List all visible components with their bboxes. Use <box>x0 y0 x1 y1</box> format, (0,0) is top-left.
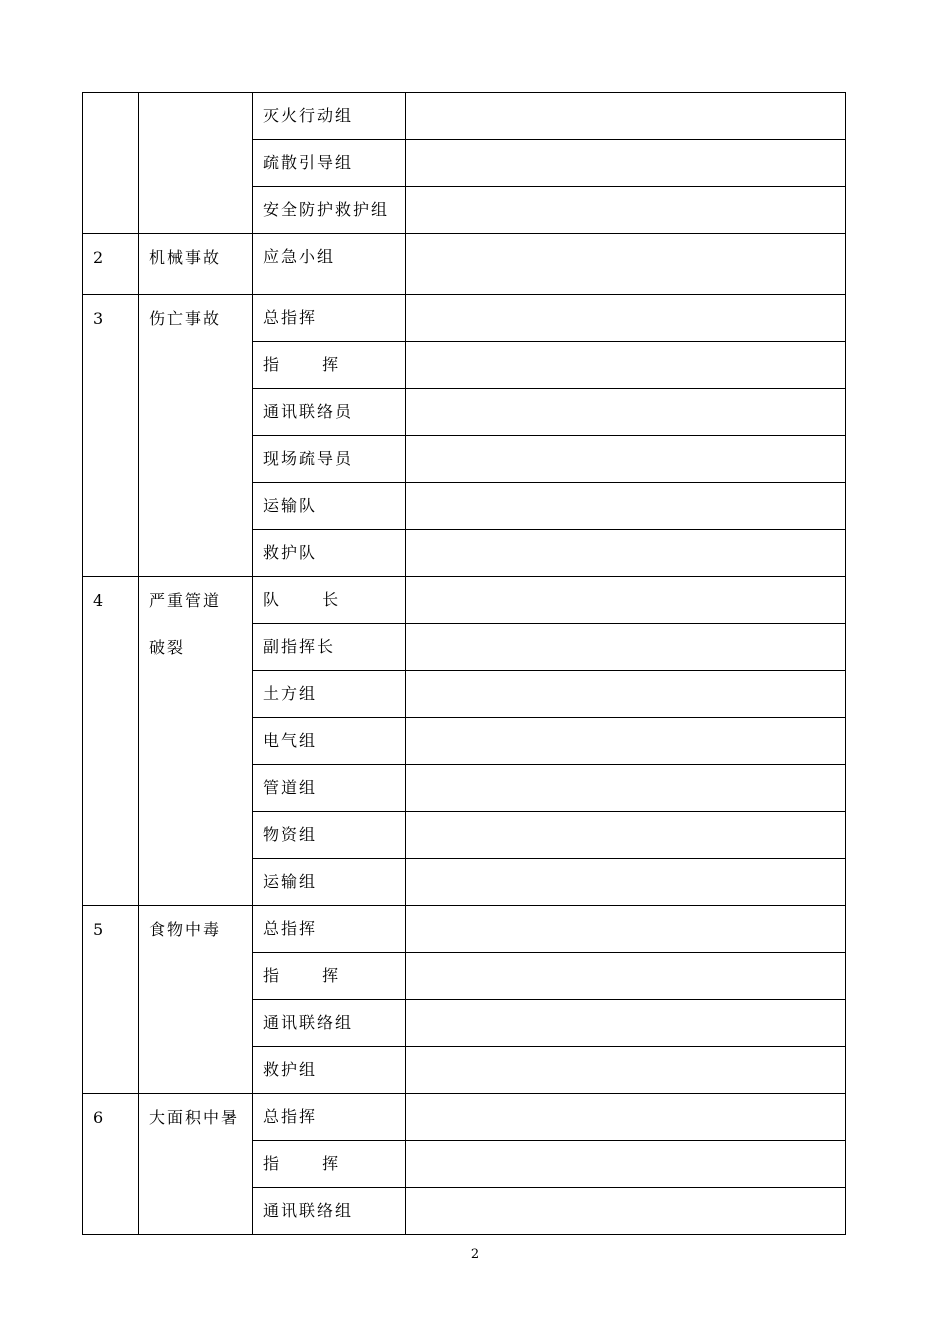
row-number-cell: 2 <box>83 234 139 295</box>
page-number: 2 <box>470 1247 480 1262</box>
accident-type-cell <box>139 234 253 295</box>
accident-type-text: 大面积中暑 <box>149 1108 240 1127</box>
team-role-cell: 通讯联络组 <box>253 1000 406 1047</box>
accident-type-cell <box>139 1094 253 1235</box>
accident-type-cell <box>139 577 253 906</box>
team-role-cell: 总指挥 <box>253 295 406 342</box>
member-cell <box>406 295 846 342</box>
accident-type-cell <box>139 906 253 1094</box>
accident-type-text: 破裂 <box>149 638 186 657</box>
member-cell <box>406 1094 846 1141</box>
team-role-cell: 管道组 <box>253 765 406 812</box>
table-row <box>83 1094 846 1141</box>
member-cell <box>406 765 846 812</box>
team-role-cell: 土方组 <box>253 671 406 718</box>
team-role-cell: 指 挥 <box>253 1141 406 1188</box>
member-cell <box>406 530 846 577</box>
member-cell <box>406 342 846 389</box>
member-cell <box>406 234 846 295</box>
row-number-cell: 5 <box>83 906 139 1094</box>
accident-type-text: 严重管道 <box>149 591 222 610</box>
team-role-cell: 现场疏导员 <box>253 436 406 483</box>
accident-type-text: 机械事故 <box>149 248 222 267</box>
team-role-cell: 通讯联络组 <box>253 1188 406 1235</box>
member-cell <box>406 1047 846 1094</box>
team-role-cell: 总指挥 <box>253 1094 406 1141</box>
member-cell <box>406 1188 846 1235</box>
accident-type-cell <box>139 295 253 577</box>
table-row <box>83 234 846 295</box>
row-number-cell: 4 <box>83 577 139 906</box>
table-body <box>83 93 846 1235</box>
team-role-cell: 疏散引导组 <box>253 140 406 187</box>
team-role-cell: 总指挥 <box>253 906 406 953</box>
accident-type-text: 食物中毒 <box>149 920 222 939</box>
team-role-cell: 指 挥 <box>253 342 406 389</box>
member-cell <box>406 483 846 530</box>
team-role-cell: 灭火行动组 <box>253 93 406 140</box>
member-cell <box>406 671 846 718</box>
team-role-cell: 应急小组 <box>253 234 406 295</box>
team-role-cell: 电气组 <box>253 718 406 765</box>
member-cell <box>406 906 846 953</box>
team-role-cell: 指 挥 <box>253 953 406 1000</box>
team-role-cell: 队 长 <box>253 577 406 624</box>
member-cell <box>406 1000 846 1047</box>
member-cell <box>406 93 846 140</box>
team-role-cell: 副指挥长 <box>253 624 406 671</box>
table-row <box>83 577 846 624</box>
member-cell <box>406 859 846 906</box>
member-cell <box>406 1141 846 1188</box>
member-cell <box>406 953 846 1000</box>
member-cell <box>406 389 846 436</box>
team-role-cell: 救护队 <box>253 530 406 577</box>
row-number-cell <box>83 93 139 234</box>
emergency-team-table <box>82 92 846 1235</box>
member-cell <box>406 436 846 483</box>
team-role-cell: 安全防护救护组 <box>253 187 406 234</box>
table-row <box>83 295 846 342</box>
row-number-cell: 6 <box>83 1094 139 1235</box>
table-row <box>83 93 846 140</box>
team-role-cell: 物资组 <box>253 812 406 859</box>
team-role-cell: 救护组 <box>253 1047 406 1094</box>
team-role-cell: 运输队 <box>253 483 406 530</box>
team-role-cell: 通讯联络员 <box>253 389 406 436</box>
accident-type-text: 伤亡事故 <box>149 309 222 328</box>
accident-type-cell <box>139 93 253 234</box>
member-cell <box>406 812 846 859</box>
member-cell <box>406 140 846 187</box>
table-row <box>83 906 846 953</box>
member-cell <box>406 718 846 765</box>
member-cell <box>406 577 846 624</box>
team-role-cell: 运输组 <box>253 859 406 906</box>
member-cell <box>406 624 846 671</box>
row-number-cell: 3 <box>83 295 139 577</box>
member-cell <box>406 187 846 234</box>
